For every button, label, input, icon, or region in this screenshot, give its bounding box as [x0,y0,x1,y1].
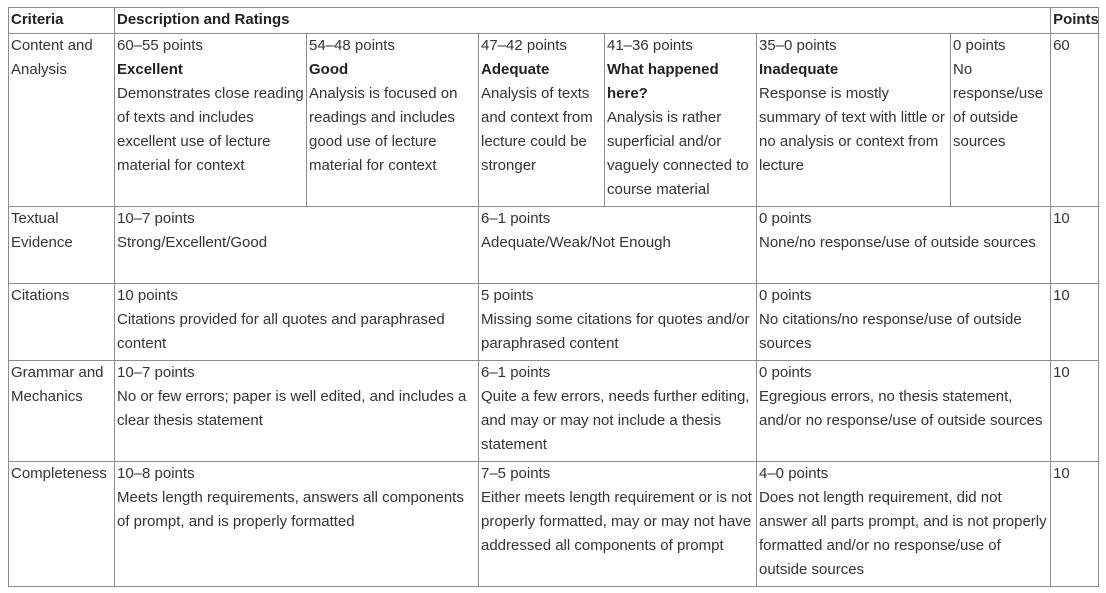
rating-label: Adequate [481,61,550,78]
rating-description: Either meets length requirement or is not properly formatted, may or may not have addressed all components of prompt [481,489,752,554]
rating-cell [307,34,479,207]
rating-cell [605,34,757,207]
rating-cell [115,34,307,207]
criterion-label: Content and Analysis [9,34,115,207]
rating-cell [115,284,479,361]
criterion-label: Textual Evidence [9,207,115,284]
rating-label: Good [309,61,349,78]
rating-range: 4–0 points [759,465,829,482]
rating-range: 41–36 points [607,37,693,54]
rating-cell [479,207,757,284]
rating-range: 10 points [117,287,178,304]
rating-description: Egregious errors, no thesis statement, and/or no response/use of outside sources [759,388,1043,429]
rating-cell [479,284,757,361]
rating-description: Citations provided for all quotes and paraphrased content [117,311,445,352]
rating-description: Analysis of texts and context from lecture could be stronger [481,85,593,174]
rating-cell [115,207,479,284]
rating-range: 35–0 points [759,37,837,54]
rating-label: What happened here? [607,61,719,102]
rating-range: 0 points [953,37,1006,54]
rating-description: Missing some citations for quotes and/or paraphrased content [481,311,750,352]
rating-description: Adequate/Weak/Not Enough [481,234,671,251]
criterion-label: Grammar and Mechanics [9,361,115,462]
rating-description: No response/use of outside sources [953,61,1044,150]
rating-description: Quite a few errors, needs further editing, and may or may not include a thesis statement [481,388,750,453]
rating-range: 10–7 points [117,364,195,381]
rating-description: No or few errors; paper is well edited, and includes a clear thesis statement [117,388,467,429]
rating-description: Demonstrates close reading of texts and includes excellent use of lecture material for context [117,85,304,174]
rating-range: 60–55 points [117,37,203,54]
rating-cell [757,207,1051,284]
rating-cell [757,34,951,207]
points-value: 60 [1051,34,1099,207]
rating-description: Does not length requirement, did not answer all parts prompt, and is not properly formatted and/or no response/use of outside sources [759,489,1047,578]
rubric-row-citations [9,284,1099,361]
rating-description: Response is mostly summary of text with little or no analysis or context from lecture [759,85,945,174]
criteria-header: Criteria [9,8,115,34]
rating-cell [115,462,479,587]
rating-cell [115,361,479,462]
description-header: Description and Ratings [115,8,1051,34]
rating-range: 5 points [481,287,534,304]
rating-range: 54–48 points [309,37,395,54]
rubric-row-completeness [9,462,1099,587]
rating-range: 7–5 points [481,465,551,482]
rating-cell [951,34,1051,207]
header-row [9,8,1099,34]
rubric-row-content-analysis [9,34,1099,207]
points-value: 10 [1051,361,1099,462]
rubric-row-textual-evidence [9,207,1099,284]
rating-range: 0 points [759,210,812,227]
rating-cell [479,462,757,587]
rubric-table [8,7,1099,587]
criterion-label: Citations [9,284,115,361]
points-value: 10 [1051,207,1099,284]
points-value: 10 [1051,462,1099,587]
points-value: 10 [1051,284,1099,361]
rating-cell [479,361,757,462]
rating-description: Strong/Excellent/Good [117,234,268,251]
rating-cell [757,361,1051,462]
rating-range: 6–1 points [481,364,551,381]
rating-cell [479,34,605,207]
rating-description: No citations/no response/use of outside sources [759,311,1022,352]
rating-range: 0 points [759,287,812,304]
rating-range: 10–8 points [117,465,195,482]
rating-label: Inadequate [759,61,839,78]
rating-range: 47–42 points [481,37,567,54]
rating-cell [757,462,1051,587]
rubric-row-grammar-mechanics [9,361,1099,462]
rating-description: Analysis is rather superficial and/or vaguely connected to course material [607,109,749,198]
rating-cell [757,284,1051,361]
rating-description: Meets length requirements, answers all components of prompt, and is properly formatted [117,489,464,530]
rating-range: 6–1 points [481,210,551,227]
criterion-label: Completeness [9,462,115,587]
rating-range: 0 points [759,364,812,381]
rating-label: Excellent [117,61,183,78]
rating-description: None/no response/use of outside sources [759,234,1036,251]
rating-range: 10–7 points [117,210,195,227]
rating-description: Analysis is focused on readings and includes good use of lecture material for context [309,85,458,174]
points-header: Points [1051,8,1099,34]
